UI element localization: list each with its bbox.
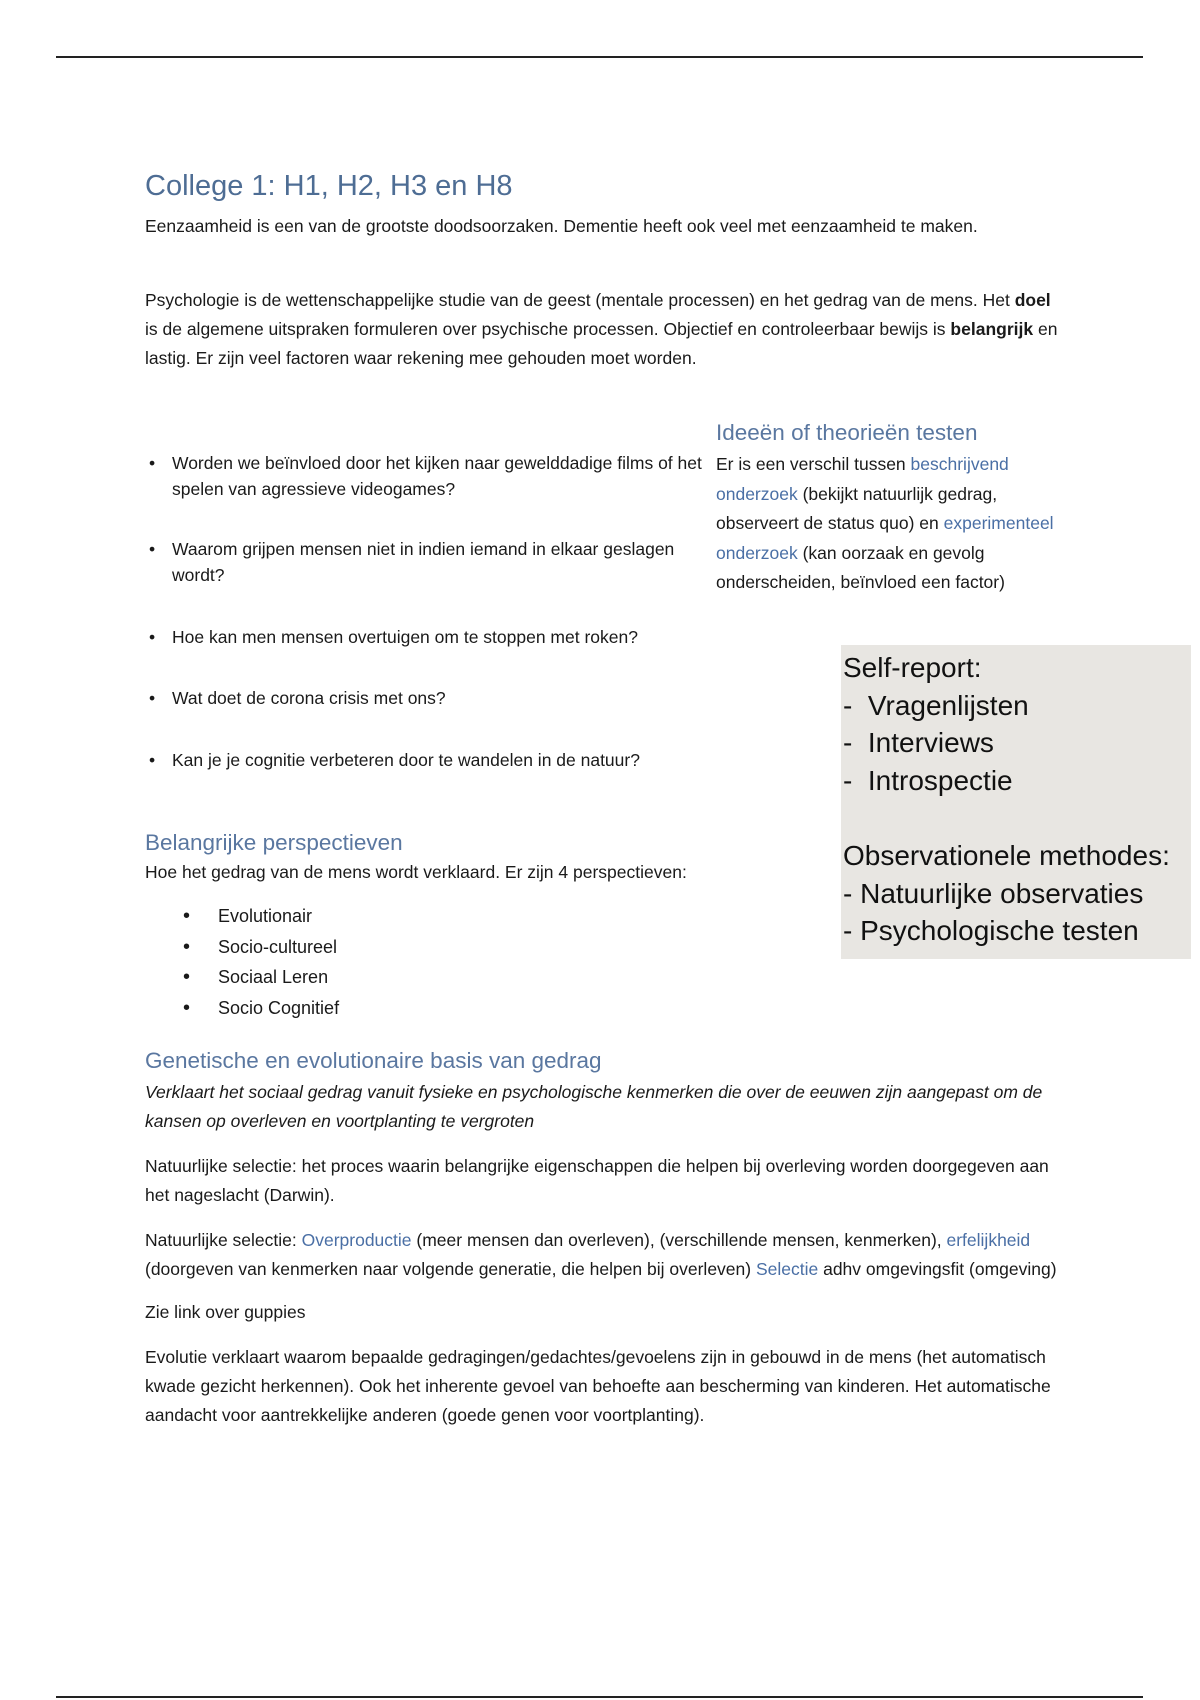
ideas-heading: Ideeën of theorieën testen <box>716 420 978 445</box>
perspectives-section <box>145 830 785 1023</box>
self-report-item: - Interviews <box>843 727 994 758</box>
selection-text-3: (doorgeven van kenmerken naar volgende generatie, die helpen bij overleven) <box>145 1259 756 1279</box>
selection-text-1: Natuurlijke selectie: <box>145 1230 302 1250</box>
natural-selection-1: Natuurlijke selectie: het proces waarin belangrijke eigenschappen die helpen bij overleving worden doorgegeven aan het nageslacht (Darwin). <box>145 1156 1049 1205</box>
top-rule <box>56 56 1143 58</box>
natural-selection-2 <box>145 1226 1060 1284</box>
perspectives-heading: Belangrijke perspectieven <box>145 830 403 855</box>
intro-paragraph-1: Eenzaamheid is een van de grootste doodsoorzaken. Dementie heeft ook veel met eenzaamheid te maken. <box>145 216 978 236</box>
question-item: • Hoe kan men mensen overtuigen om te stoppen met roken? <box>145 624 705 650</box>
intro-text-2: is de algemene uitspraken formuleren over psychische processen. Objectief en controleerbaar bewijs is <box>145 319 951 339</box>
self-report-item: - Vragenlijsten <box>843 689 1029 721</box>
bottom-rule <box>56 1696 1143 1698</box>
intro-text-3: en lastig. Er zijn veel factoren waar rekening mee gehouden moet worden. <box>145 319 1058 368</box>
link-selectie[interactable]: Selectie <box>755 1259 819 1279</box>
perspective-item: • Socio Cognitief <box>145 993 785 1024</box>
perspective-item: • Sociaal Leren <box>145 962 785 993</box>
link-overproductie[interactable]: Overproductie <box>301 1230 412 1250</box>
genetic-definition: Verklaart het sociaal gedrag vanuit fysieke en psychologische kenmerken die over de eeuwen zijn aangepast om de kansen op overleven en voortplanting te vergroten <box>145 1082 1043 1131</box>
perspectives-text: Hoe het gedrag van de mens wordt verklaard. Er zijn 4 perspectieven: <box>145 862 687 882</box>
ideas-section <box>716 420 1056 598</box>
genetic-heading: Genetische en evolutionaire basis van gedrag <box>145 1048 602 1073</box>
selection-text-4: adhv omgevingsfit (omgeving) <box>818 1259 1057 1279</box>
observational-item: - Natuurlijke observaties <box>843 877 1144 909</box>
intro-bold-belangrijk: belangrijk <box>950 319 1034 339</box>
ideas-text-3: (kan oorzaak en gevolg onderscheiden, beïnvloed een factor) <box>716 542 1005 592</box>
page-title: College 1: H1, H2, H3 en H8 <box>145 170 513 202</box>
question-item: • Kan je je cognitie verbeteren door te wandelen in de natuur? <box>145 747 705 773</box>
ideas-text-1: Er is een verschil tussen <box>716 454 911 474</box>
link-erfelijkheid[interactable]: erfelijkheid <box>946 1230 1031 1250</box>
question-item: • Worden we beïnvloed door het kijken naar gewelddadige films of het spelen van agressieve videogames? <box>145 450 705 502</box>
self-report-heading: Self-report: <box>843 652 982 683</box>
perspective-item: • Socio-cultureel <box>145 932 785 963</box>
observational-item: - Psychologische testen <box>843 915 1139 946</box>
self-report-item: - Introspectie <box>843 764 1013 796</box>
link-beschrijvend-onderzoek[interactable]: beschrijvend onderzoek <box>716 454 1009 504</box>
intro-text-1: Psychologie is de wettenschappelijke studie van de geest (mentale processen) en het gedrag van de mens. Het <box>145 290 1015 310</box>
perspective-item: • Evolutionair <box>145 901 785 932</box>
question-item: • Waarom grijpen mensen niet in indien iemand in elkaar geslagen wordt? <box>145 536 705 588</box>
observational-heading: Observationele methodes: <box>843 840 1170 871</box>
self-report-image <box>841 645 1191 959</box>
evolution-paragraph: Evolutie verklaart waarom bepaalde gedragingen/gedachtes/gevoelens zijn in gebouwd in de mens (het automatisch kwade gezicht herkennen). Ook het inherente gevoel van behoefte aan bescherming van kinderen. Het automatische aandacht voor aantrekkelijke anderen (goede genen voor voortplanting). <box>145 1347 1051 1425</box>
question-item: • Wat doet de corona crisis met ons? <box>145 685 705 711</box>
intro-bold-doel: doel <box>1014 290 1051 310</box>
genetic-section <box>145 1048 1060 1430</box>
intro-paragraph-2 <box>145 286 1060 373</box>
link-experimenteel-onderzoek[interactable]: experimenteel onderzoek <box>716 513 1054 563</box>
perspectives-list <box>145 901 785 1023</box>
ideas-text-2: (bekijkt natuurlijk gedrag, observeert de status quo) en <box>716 483 998 533</box>
selection-text-2: (meer mensen dan overleven), (verschillende mensen, kenmerken), <box>411 1230 947 1250</box>
guppies-note: Zie link over guppies <box>145 1302 306 1322</box>
ideas-paragraph <box>716 450 1056 598</box>
